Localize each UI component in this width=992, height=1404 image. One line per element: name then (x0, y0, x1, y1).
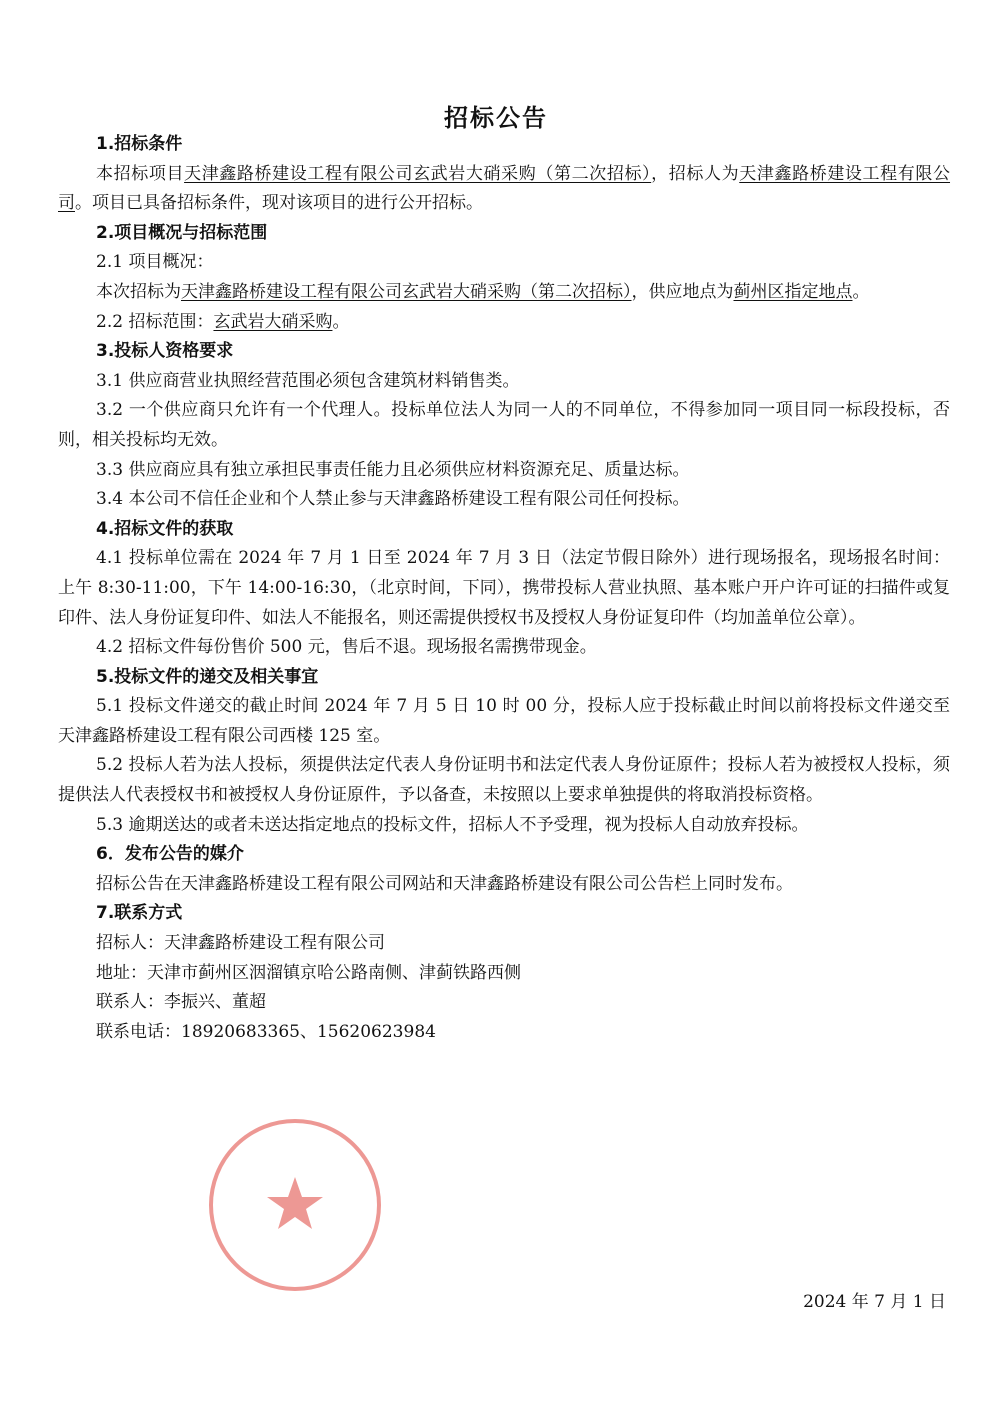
contact-tenderer: 招标人：天津鑫路桥建设工程有限公司 (96, 933, 385, 954)
company-seal-icon (205, 1115, 385, 1295)
section-3-item-1: 3.1 供应商营业执照经营范围必须包含建筑材料销售类。 (96, 370, 520, 391)
section-7-heading: 7.联系方式 (96, 903, 183, 924)
section-4-heading: 4.招标文件的获取 (96, 518, 234, 539)
section-5-heading: 5.投标文件的递交及相关事宜 (96, 666, 319, 687)
section-5-item-1: 5.1 投标文件递交的截止时间 2024 年 7 月 5 日 10 时 00 分，投标人应于投标截止时间以前将投标文件递交至天津鑫路桥建设工程有限公司西楼 125 室。 (58, 696, 950, 746)
section-3-heading: 3.投标人资格要求 (96, 341, 234, 362)
section-6-heading: 6．发布公告的媒介 (96, 844, 244, 865)
tender-scope: 玄武岩大硝采购 (213, 311, 333, 332)
contact-address: 地址：天津市蓟州区洇溜镇京哈公路南侧、津蓟铁路西侧 (96, 962, 521, 983)
text-run: ，招标人为 (651, 163, 740, 184)
tenderer-name: 天津鑫路桥建设工程有限公司 (58, 163, 951, 214)
section-4-item-1: 4.1 投标单位需在 2024 年 7 月 1 日至 2024 年 7 月 3 日（法定节假日除外）进行现场报名，现场报名时间：上午 8:30-11:00，下午 14:00-16:30，（北京时间，下同），携带投标人营业执照、基本账户开户许可证的扫描件或复印件、法人身份证复印件、如法人不能报名，则还需提供授权书及授权人身份证复印件（均加盖单位公章）。 (58, 548, 950, 628)
contact-phone: 联系电话：18920683365、15620623984 (96, 1021, 436, 1042)
section-6-paragraph: 招标公告在天津鑫路桥建设工程有限公司网站和天津鑫路桥建设有限公司公告栏上同时发布。 (96, 873, 793, 894)
project-name: 天津鑫路桥建设工程有限公司玄武岩大硝采购（第二次招标） (181, 281, 632, 302)
project-name: 天津鑫路桥建设工程有限公司玄武岩大硝采购（第二次招标） (184, 163, 652, 184)
section-5-item-2: 5.2 投标人若为法人投标，须提供法定代表人身份证明书和法定代表人身份证原件；投标人若为被授权人投标，须提供法人代表授权书和被授权人身份证原件，予以备查，未按照以上要求单独提供的将取消投标资格。 (58, 755, 950, 806)
text-run: 。项目已具备招标条件，现对该项目的进行公开招标。 (75, 193, 483, 214)
section-1-paragraph (58, 160, 950, 219)
section-2-1-label: 2.1 项目概况： (96, 252, 214, 273)
text-run: 。 (332, 311, 350, 332)
text-run: 2.2 招标范围： (96, 311, 214, 332)
section-2-1-paragraph (58, 278, 950, 308)
supply-location: 蓟州区指定地点 (733, 281, 853, 302)
text-run: 。 (852, 281, 870, 302)
section-4-item-2: 4.2 招标文件每份售价 500 元，售后不退。现场报名需携带现金。 (96, 637, 597, 658)
section-5-item-3: 5.3 逾期送达的或者未送达指定地点的投标文件，招标人不予受理，视为投标人自动放弃投标。 (96, 814, 809, 835)
contact-person: 联系人：李振兴、董超 (96, 992, 266, 1013)
text-run: 本次招标为 (96, 281, 181, 302)
text-run: 本招标项目 (96, 163, 185, 184)
page-title: 招标公告 (444, 104, 548, 132)
section-2-2-paragraph (58, 308, 950, 338)
announcement-date: 2024 年 7 月 1 日 (803, 1292, 946, 1312)
text-run: ，供应地点为 (631, 281, 734, 302)
section-2-heading: 2.项目概况与招标范围 (96, 222, 268, 243)
announcement-body (58, 130, 950, 1047)
section-3-item-3: 3.3 供应商应具有独立承担民事责任能力且必须供应材料资源充足、质量达标。 (96, 459, 690, 480)
section-3-item-2: 3.2 一个供应商只允许有一个代理人。投标单位法人为同一人的不同单位，不得参加同一项目同一标段投标，否则，相关投标均无效。 (58, 400, 950, 450)
section-1-heading: 1.招标条件 (96, 134, 183, 154)
section-3-item-4: 3.4 本公司不信任企业和个人禁止参与天津鑫路桥建设工程有限公司任何投标。 (96, 489, 690, 510)
